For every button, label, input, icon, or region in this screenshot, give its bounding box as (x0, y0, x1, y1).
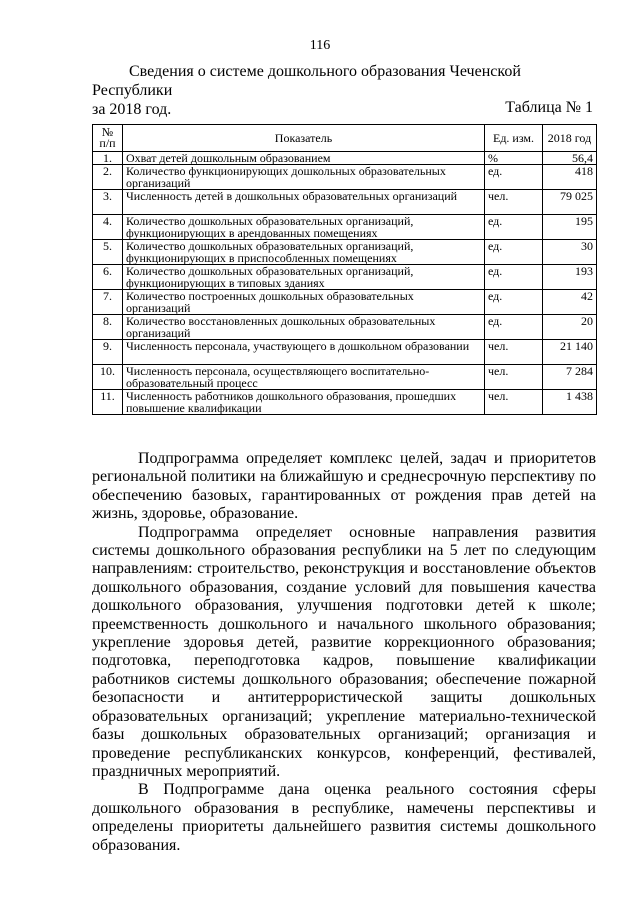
row-num: 11. (93, 390, 123, 415)
row-value: 79 025 (543, 190, 597, 215)
row-indicator: Количество дошкольных образовательных организаций, функционирующих в арендованных помещениях (123, 215, 485, 240)
row-unit: ед. (485, 215, 543, 240)
header-num-line2: п/п (99, 136, 116, 150)
row-num: 5. (93, 240, 123, 265)
row-num: 2. (93, 165, 123, 190)
body-text (92, 450, 596, 855)
row-unit: ед. (485, 315, 543, 340)
row-unit: ед. (485, 165, 543, 190)
table-row (93, 340, 597, 365)
row-indicator: Количество дошкольных образовательных организаций, функционирующих в типовых зданиях (123, 265, 485, 290)
table-row (93, 365, 597, 390)
row-indicator: Численность детей в дошкольных образовательных организаций (123, 190, 485, 215)
row-num: 1. (93, 152, 123, 165)
heading-line-2: за 2018 год. (92, 101, 172, 118)
row-indicator: Количество функционирующих дошкольных образовательных организаций (123, 165, 485, 190)
row-indicator: Охват детей дошкольным образованием (123, 152, 485, 165)
row-num: 8. (93, 315, 123, 340)
table-row (93, 240, 597, 265)
row-unit: ед. (485, 240, 543, 265)
page-number: 116 (309, 38, 331, 53)
row-unit: чел. (485, 340, 543, 365)
header-unit: Ед. изм. (485, 125, 543, 152)
row-value: 21 140 (543, 340, 597, 365)
table-row (93, 190, 597, 215)
row-indicator: Количество восстановленных дошкольных образовательных организаций (123, 315, 485, 340)
table-row (93, 265, 597, 290)
paragraph: Подпрограмма определяет комплекс целей, задач и приоритетов региональной политики на ближайшую и среднесрочную перспективу по обеспечению базовых, гарантированных от рождения прав детей на жизнь, здоровье, образование. (92, 450, 596, 523)
row-value: 1 438 (543, 390, 597, 415)
row-num: 4. (93, 215, 123, 240)
row-value: 20 (543, 315, 597, 340)
row-unit: чел. (485, 365, 543, 390)
header-num-line1: № (101, 125, 114, 139)
row-value: 7 284 (543, 365, 597, 390)
row-num: 7. (93, 290, 123, 315)
paragraph: Подпрограмма определяет основные направления развития системы дошкольного образования республики на 5 лет по следующим направлениям: строительство, реконструкция и восстановление объектов дошкольного образования, создание условий для повышения качества дошкольного образования, улучшения подготовки детей к школе; преемственность дошкольного и начального школьного образования; укрепление здоровья детей, развитие коррекционного образования; подготовка, переподготовка кадров, повышение квалификации работников системы дошкольного образования; обеспечение пожарной безопасности и антитеррористической защиты дошкольных образовательных организаций; укрепление материально-технической базы дошкольных образовательных организаций; организация и проведение республиканских конкурсов, конференций, фестивалей, праздничных мероприятий. (92, 523, 596, 780)
row-unit: ед. (485, 265, 543, 290)
row-num: 10. (93, 365, 123, 390)
row-value: 193 (543, 265, 597, 290)
header-indicator: Показатель (123, 125, 485, 152)
table-row (93, 315, 597, 340)
row-indicator: Количество построенных дошкольных образовательных организаций (123, 290, 485, 315)
row-unit: ед. (485, 290, 543, 315)
table-row (93, 165, 597, 190)
row-unit: % (485, 152, 543, 165)
row-num: 3. (93, 190, 123, 215)
table-row (93, 290, 597, 315)
row-value: 30 (543, 240, 597, 265)
row-num: 9. (93, 340, 123, 365)
row-unit: чел. (485, 390, 543, 415)
paragraph: В Подпрограмме дана оценка реального состояния сферы дошкольного образования в республике, намечены перспективы и определены приоритеты дальнейшего развития системы дошкольного образования. (92, 781, 596, 854)
row-indicator: Численность работников дошкольного образования, прошедших повышение квалификации (123, 390, 485, 415)
table-header-row (93, 125, 597, 152)
data-table (92, 124, 597, 415)
row-indicator: Численность персонала, осуществляющего воспитательно-образовательный процесс (123, 365, 485, 390)
header-year: 2018 год (543, 125, 597, 152)
table-row (93, 215, 597, 240)
row-indicator: Количество дошкольных образовательных организаций, функционирующих в приспособленных помещениях (123, 240, 485, 265)
row-num: 6. (93, 265, 123, 290)
row-value: 56,4 (543, 152, 597, 165)
table-row (93, 390, 597, 415)
row-value: 42 (543, 290, 597, 315)
heading-line-1: Сведения о системе дошкольного образования Чеченской Республики (92, 63, 521, 99)
header-num (93, 125, 123, 152)
row-unit: чел. (485, 190, 543, 215)
table-row (93, 152, 597, 165)
row-value: 418 (543, 165, 597, 190)
row-indicator: Численность персонала, участвующего в дошкольном образовании (123, 340, 485, 365)
row-value: 195 (543, 215, 597, 240)
table-label: Таблица № 1 (505, 99, 593, 116)
